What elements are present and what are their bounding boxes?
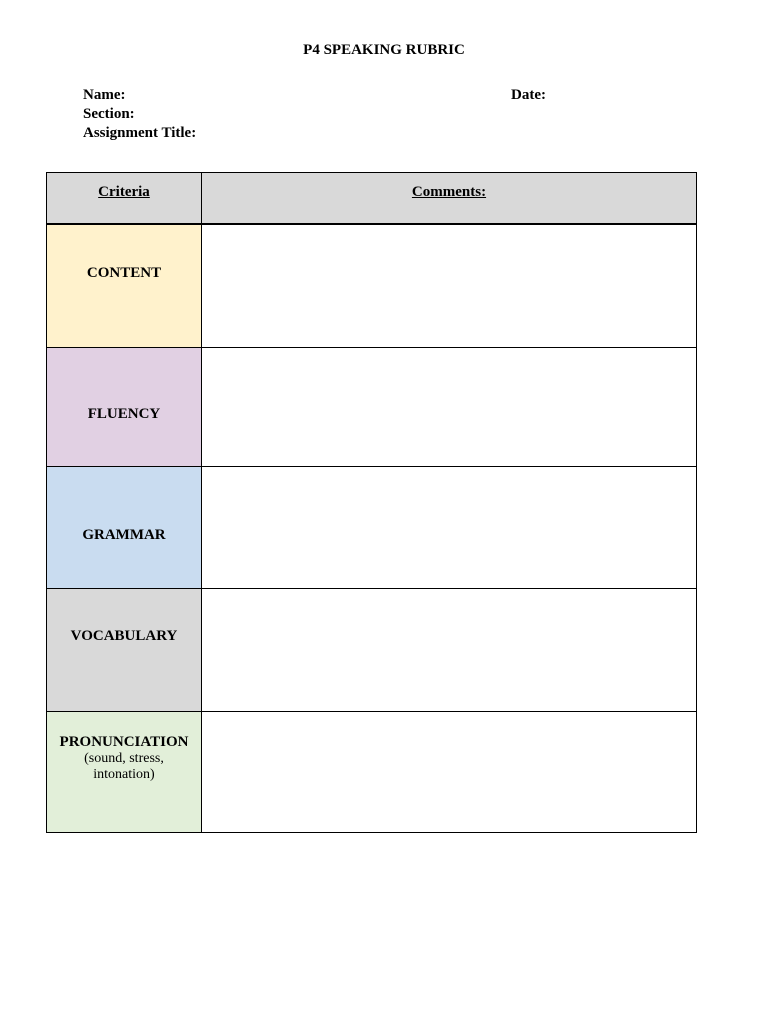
table-row: [47, 466, 697, 588]
criteria-header-label: Criteria: [98, 184, 150, 200]
criterion-vocabulary-cell: [47, 588, 202, 711]
table-row: [47, 588, 697, 711]
table-row: [47, 711, 697, 832]
date-label: Date:: [511, 87, 546, 103]
criteria-header: [47, 173, 202, 225]
speaking-rubric-table: [46, 172, 697, 833]
criterion-label: CONTENT: [86, 265, 162, 281]
comment-content-cell[interactable]: [202, 224, 697, 347]
table-header-row: [47, 173, 697, 225]
criterion-pronunciation-cell: [47, 711, 202, 832]
criterion-label: PRONUNCIATION: [59, 733, 189, 750]
section-label: Section:: [83, 106, 135, 122]
criterion-content-cell: [47, 224, 202, 347]
comment-vocabulary-cell[interactable]: [202, 588, 697, 711]
assignment-title-label: Assignment Title:: [83, 125, 197, 141]
criterion-label: FLUENCY: [87, 405, 161, 422]
criterion-fluency-cell: [47, 347, 202, 466]
criterion-label: GRAMMAR: [82, 526, 166, 543]
table-row: [47, 224, 697, 347]
criterion-subtext: (sound, stress, intonation): [84, 750, 164, 782]
comment-fluency-cell[interactable]: [202, 347, 697, 466]
name-label: Name:: [83, 87, 126, 103]
comment-grammar-cell[interactable]: [202, 466, 697, 588]
comment-pronunciation-cell[interactable]: [202, 711, 697, 832]
table-row: [47, 347, 697, 466]
criterion-grammar-cell: [47, 466, 202, 588]
comments-header: [202, 173, 697, 225]
criterion-label: VOCABULARY: [70, 627, 178, 644]
document-title: P4 SPEAKING RUBRIC: [303, 42, 465, 58]
comments-header-label: Comments:: [411, 184, 487, 200]
